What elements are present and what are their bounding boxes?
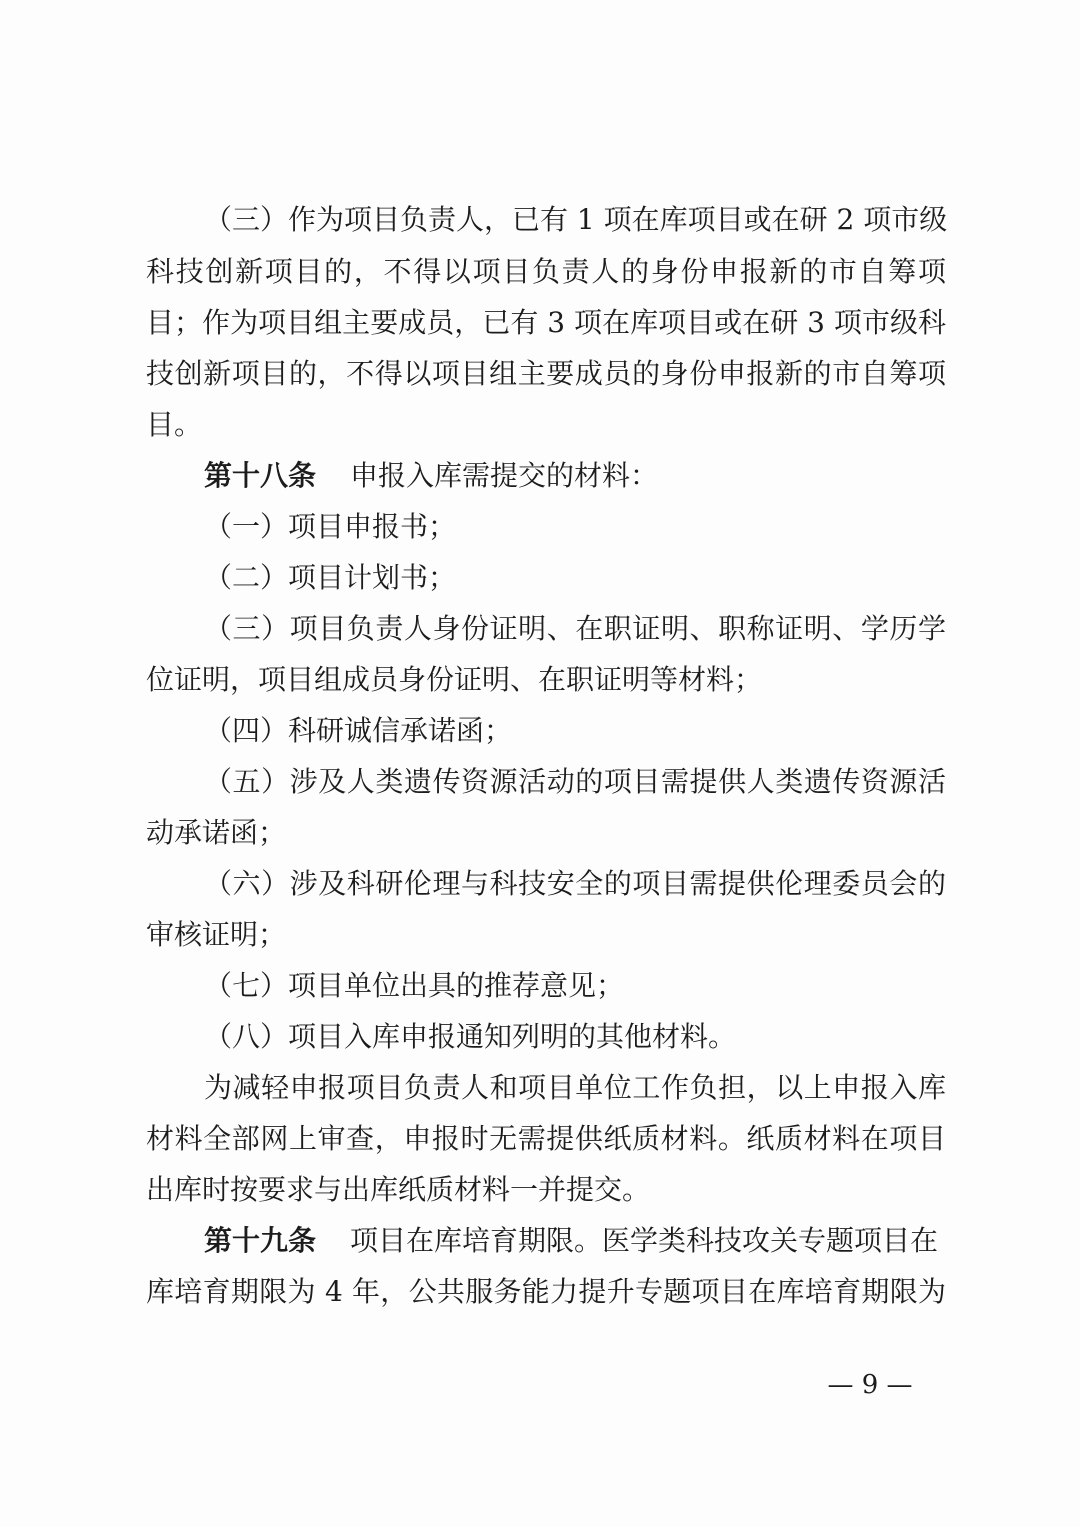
paragraph-line: 库培育期限为 4 年，公共服务能力提升专题项目在库培育期限为 <box>146 1275 946 1308</box>
article-18-text: 申报入库需提交的材料： <box>350 459 659 492</box>
article-19-label: 第十九条 <box>204 1224 317 1257</box>
paragraph-line: 出库时按要求与出库纸质材料一并提交。 <box>146 1173 651 1206</box>
paragraph-line: 目；作为项目组主要成员，已有 3 项在库项目或在研 3 项市级科 <box>146 306 946 339</box>
list-item: （六）涉及科研伦理与科技安全的项目需提供伦理委员会的 <box>204 867 946 900</box>
list-item: （五）涉及人类遗传资源活动的项目需提供人类遗传资源活 <box>204 765 946 798</box>
article-19-heading <box>204 1221 946 1261</box>
paragraph-line: 审核证明； <box>146 918 287 951</box>
paragraph-line: 科技创新项目的，不得以项目负责人的身份申报新的市自筹项 <box>146 255 946 288</box>
list-item: （八）项目入库申报通知列明的其他材料。 <box>204 1020 737 1053</box>
list-item: （四）科研诚信承诺函； <box>204 714 513 747</box>
list-item: （七）项目单位出具的推荐意见； <box>204 969 625 1002</box>
list-item: （三）项目负责人身份证明、在职证明、职称证明、学历学 <box>204 612 946 645</box>
list-item: （一）项目申报书； <box>204 510 457 543</box>
page-number: — 9 — <box>827 1370 913 1400</box>
paragraph-line: 材料全部网上审查，申报时无需提供纸质材料。纸质材料在项目 <box>146 1122 946 1155</box>
paragraph-line: 为减轻申报项目负责人和项目单位工作负担，以上申报入库 <box>204 1071 946 1104</box>
paragraph-line: 位证明，项目组成员身份证明、在职证明等材料； <box>146 663 763 696</box>
paragraph-line: 技创新项目的，不得以项目组主要成员的身份申报新的市自筹项 <box>146 357 946 390</box>
article-18-label: 第十八条 <box>204 459 317 492</box>
paragraph-line: 目。 <box>146 408 203 441</box>
article-19-text: 项目在库培育期限。医学类科技攻关专题项目在 <box>350 1224 939 1257</box>
article-18-heading <box>204 456 946 496</box>
list-item: （二）项目计划书； <box>204 561 457 594</box>
paragraph-line: 动承诺函； <box>146 816 287 849</box>
paragraph-line: （三）作为项目负责人，已有 1 项在库项目或在研 2 项市级 <box>204 203 948 236</box>
